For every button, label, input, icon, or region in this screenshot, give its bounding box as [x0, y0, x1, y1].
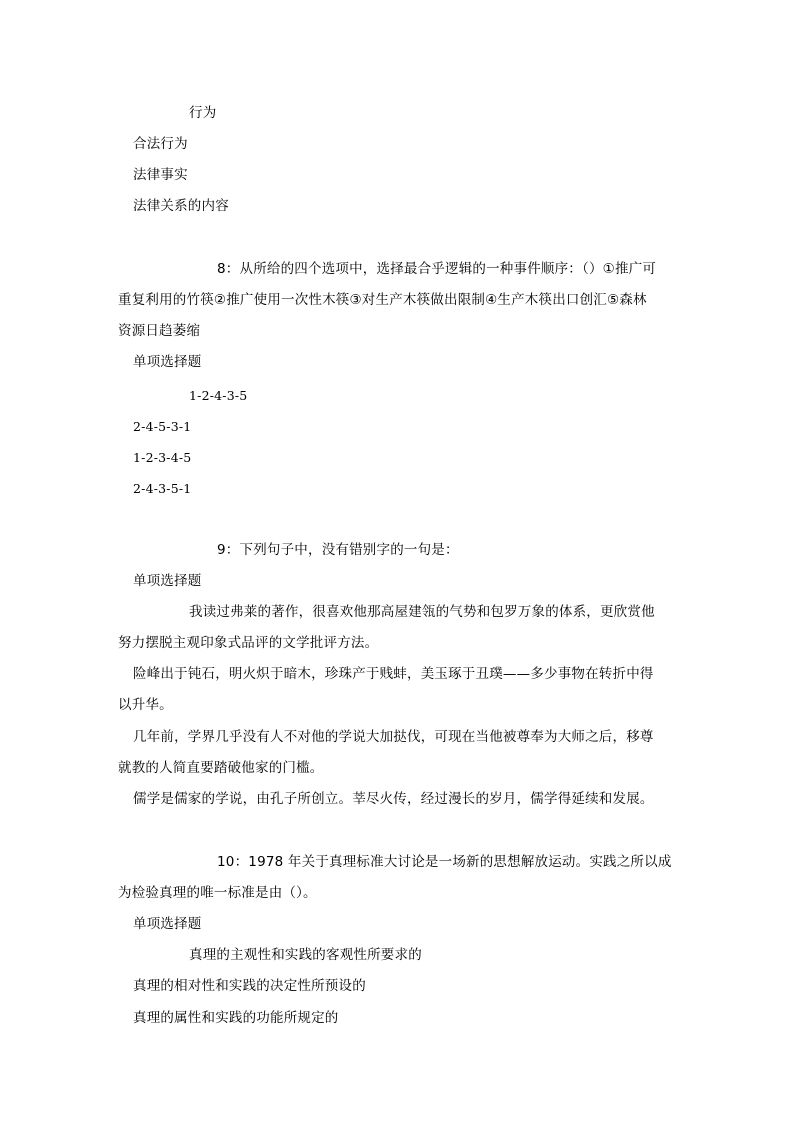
q10-option-1: 真理的主观性和实践的客观性所要求的 — [189, 947, 422, 963]
q10-stem-line2: 为检验真理的唯一标准是由（）。 — [118, 885, 317, 901]
q10-option-2: 真理的相对性和实践的决定性所预设的 — [133, 978, 366, 994]
q9-option-d: 儒学是儒家的学说，由孔子所创立。莘尽火传，经过漫长的岁月，儒学得延续和发展。 — [133, 791, 654, 807]
q7-option-2: 合法行为 — [133, 136, 188, 152]
q9-option-a-line2: 努力摆脱主观印象式品评的文学批评方法。 — [118, 635, 379, 651]
q9-option-b-line2: 以升华。 — [118, 697, 173, 713]
q8-stem-line3: 资源日趋萎缩 — [118, 323, 201, 339]
q9-question-type: 单项选择题 — [133, 573, 202, 589]
q8-question-type: 单项选择题 — [133, 354, 202, 370]
q10-question-type: 单项选择题 — [133, 916, 202, 932]
q8-option-3: 1-2-3-4-5 — [133, 450, 192, 465]
q9-stem: 9：下列句子中，没有错别字的一句是： — [217, 542, 459, 558]
q8-option-1: 1-2-4-3-5 — [189, 388, 248, 403]
q9-option-b-line1: 险峰出于钝石，明火炽于暗木，珍珠产于贱蚌，美玉琢于丑璞——多少事物在转折中得 — [133, 666, 654, 682]
q8-stem-line2: 重复利用的竹筷②推广使用一次性木筷③对生产木筷做出限制④生产木筷出口创汇⑤森林 — [118, 292, 647, 308]
q10-option-3: 真理的属性和实践的功能所规定的 — [133, 1010, 339, 1026]
q9-option-c-line1: 几年前，学界几乎没有人不对他的学说大加挞伐，可现在当他被尊奉为大师之后，移尊 — [133, 729, 654, 745]
q9-option-a-line1: 我读过弗莱的著作，很喜欢他那高屋建瓴的气势和包罗万象的体系，更欣赏他 — [189, 604, 655, 620]
q7-option-4: 法律关系的内容 — [133, 198, 229, 214]
q7-option-3: 法律事实 — [133, 167, 188, 183]
q10-stem-line1: 10：1978 年关于真理标准大讨论是一场新的思想解放运动。实践之所以成 — [217, 854, 672, 870]
q8-stem-line1: 8：从所给的四个选项中，选择最合乎逻辑的一种事件顺序：（）①推广可 — [217, 261, 657, 277]
q8-option-2: 2-4-5-3-1 — [133, 419, 192, 434]
q8-option-4: 2-4-3-5-1 — [133, 481, 192, 496]
q7-option-1: 行为 — [189, 105, 217, 121]
q9-option-c-line2: 就教的人简直要踏破他家的门槛。 — [118, 760, 324, 776]
